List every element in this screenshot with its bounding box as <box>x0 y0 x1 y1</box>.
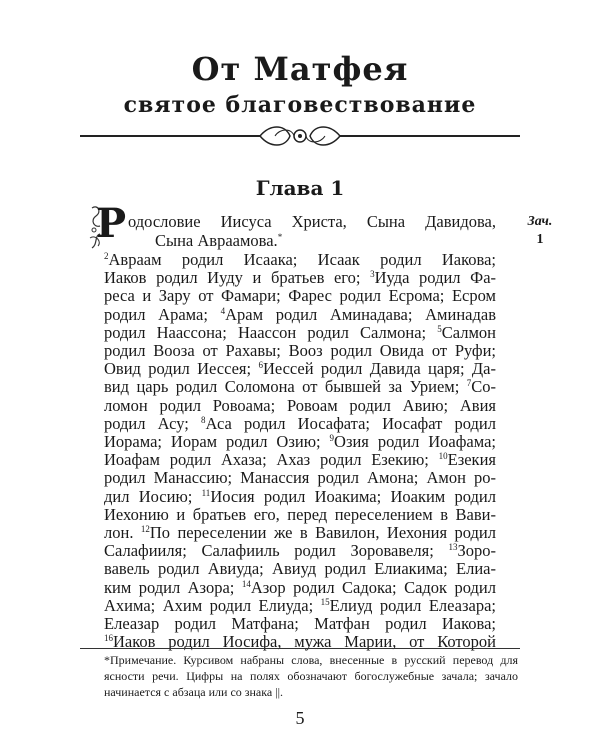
drop-cap <box>88 200 127 250</box>
verse-number: 15 <box>320 596 330 607</box>
verse-line: реса и Зару от Фамари; Фарес родил Есрома; Есром <box>104 286 496 306</box>
verse-number: 9 <box>329 433 335 443</box>
footnote-rule <box>80 648 520 649</box>
verse-line: родил Манассию; Манассия родил Амона; Амон ро- <box>104 468 496 488</box>
verse-line: родил Асу; $^8$Аса родил Иосафата; Иосафат родил <box>104 413 496 433</box>
page-number: 5 <box>295 708 305 728</box>
verse-line: Иорама; Иорам родил Озию; $^9$Озия родил Иоафама; <box>104 432 496 451</box>
verse-line: Салафииля; Салафииль родил Зоровавеля; $^{13}$Зоро- <box>104 541 496 561</box>
verse-line: ломон родил Ровоама; Ровоам родил Авию; Авия <box>104 395 496 415</box>
book-title: От Матфея <box>191 50 409 88</box>
verse-line: Овид родил Иессея; $^6$Иессей родил Давида царя; Да- <box>104 359 496 379</box>
verse-line: лон. $^{12}$По переселении же в Вавилон, Иехония родил <box>104 523 496 542</box>
verse-line: родил Арама; $^4$Арам родил Аминадава; Аминадав <box>104 304 496 324</box>
verse-line: Ахима; Ахим родил Елиуда; $^{15}$Елиуд родил Елеазара; <box>104 595 496 615</box>
verse-number: 5 <box>437 323 442 334</box>
margin-note <box>510 213 570 249</box>
verse-number: 16 <box>104 633 113 644</box>
verse-number: 8 <box>201 414 206 425</box>
margin-note-number: 1 <box>536 232 544 247</box>
verse-line: ким родил Азора; $^{14}$Азор родил Садока; Садок родил <box>104 577 496 597</box>
margin-note-label: Зач. <box>527 214 553 229</box>
verse-number: 4 <box>220 305 226 316</box>
verse-line: вид царь родил Соломона от бывшей за Урием; $^7$Со- <box>104 377 496 397</box>
verse-line: родил Вооза от Рахавы; Вооз родил Овида от Руфи; <box>104 341 496 360</box>
verse-number: 6 <box>258 360 263 371</box>
verse-number: 13 <box>448 542 458 553</box>
verse-line: родил Наассона; Наассон родил Салмона; $^5$Салмон <box>104 322 496 342</box>
footnote: *Примечание. Курсивом набраны слова, внесенные в русский перевод для ясности речи. Цифры на полях обозначают богослужебные зачала; зачало начинается с абзаца или со знака ||. <box>104 653 518 699</box>
verse-line: дил Иосию; $^{11}$Иосия родил Иоакима; Иоаким родил <box>104 486 497 506</box>
verse-line: Иехонию и братьев его, перед переселением в Вави- <box>104 504 496 524</box>
drop-cap-letter: Р <box>96 200 127 247</box>
verse-number: 11 <box>201 487 211 498</box>
verse-line: Елеазар родил Матфана; Матфан родил Иакова; <box>104 614 496 633</box>
verse-number: 12 <box>140 524 150 534</box>
verse-number: 3 <box>370 269 375 280</box>
footnote-mark: * <box>277 232 283 242</box>
verse-number: 7 <box>466 378 472 389</box>
verse-number: 2 <box>104 251 109 261</box>
book-subtitle: святое благовествование <box>123 92 477 118</box>
verse-line: Иоафам родил Ахаза; Ахаз родил Езекию; $^{10}$Езекия <box>104 450 496 470</box>
verse-line: Иаков родил Иуду и братьев его; $^3$Иуда родил Фа- <box>104 268 497 288</box>
verse-number: 14 <box>241 578 251 589</box>
ornament-divider <box>80 118 520 154</box>
chapter-title: Глава 1 <box>255 176 345 200</box>
verse-line: $^2$Авраам родил Исаака; Исаак родил Иакова; <box>104 250 496 269</box>
text-line-2: Сына Авраамова.* <box>155 231 283 250</box>
text-line-1: одословие Иисуса Христа, Сына Давидова, <box>128 212 496 231</box>
verse-line: вавель родил Авиуда; Авиуд родил Елиакима; Елиа- <box>104 559 496 579</box>
verse-line: $^{16}$Иаков родил Иосифа, мужа Марии, от Которой <box>104 632 496 652</box>
verse-number: 10 <box>438 451 448 462</box>
